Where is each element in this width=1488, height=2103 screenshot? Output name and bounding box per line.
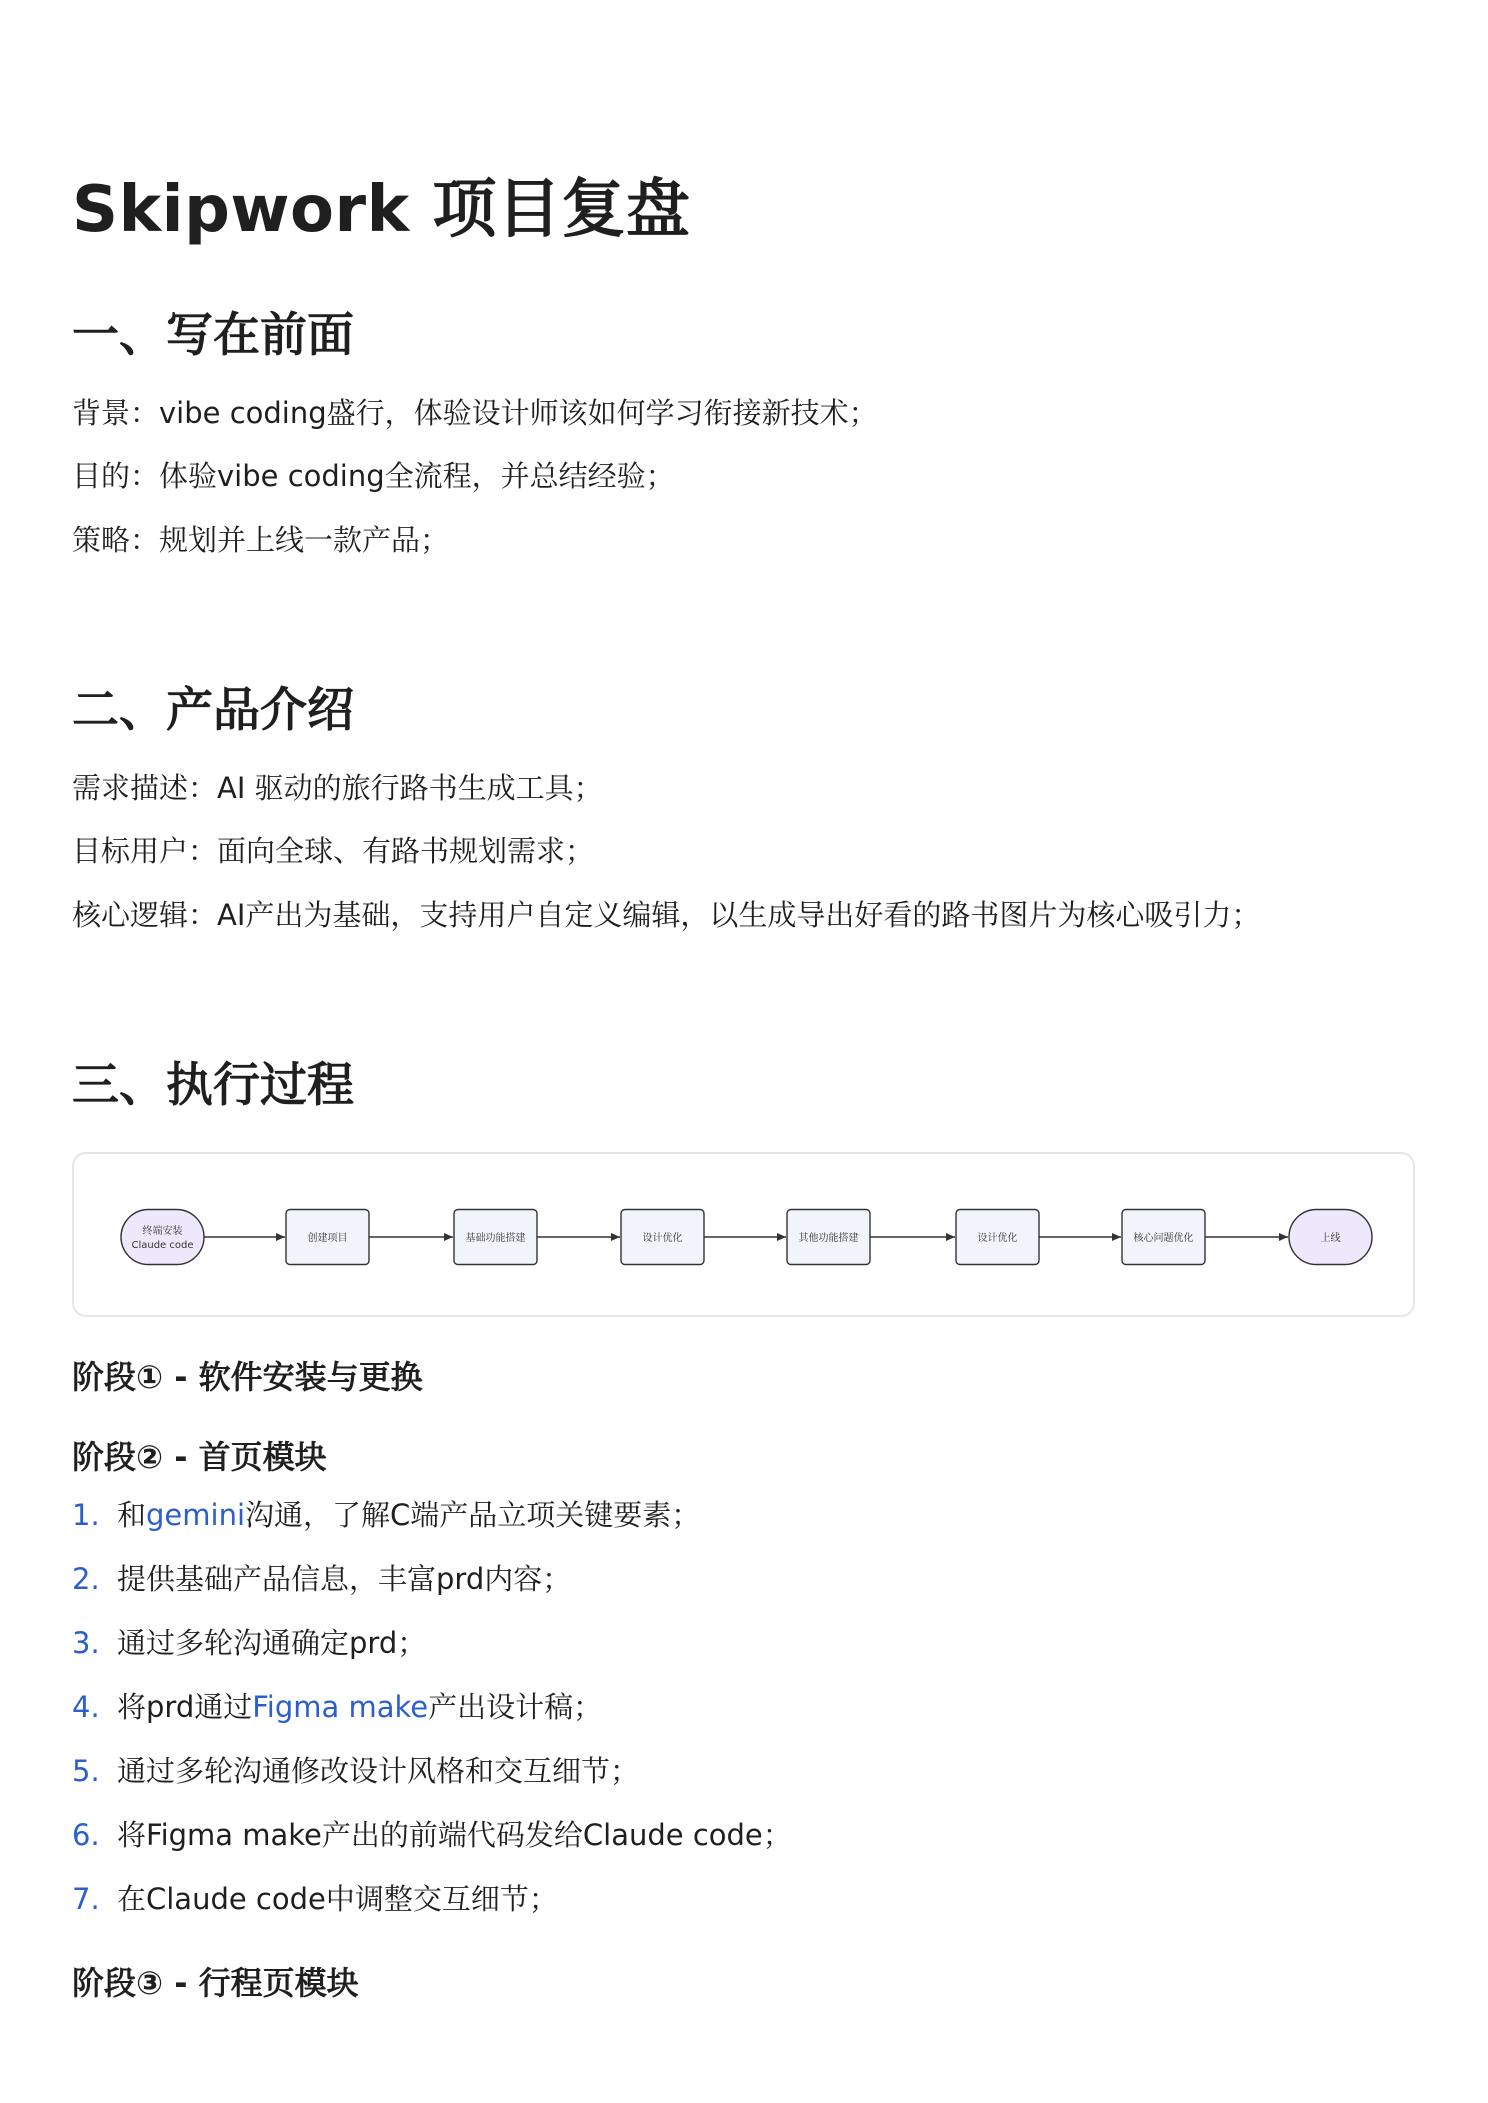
tool-link[interactable]: gemini [146, 1498, 246, 1532]
step-text [117, 1753, 639, 1791]
flow-node-label: 核心问题优化 [1133, 1233, 1194, 1244]
stage-3-heading: 阶段③ - 行程页模块 [72, 1964, 359, 2002]
step-text-segment: 沟通，了解C端产品立项关键要素； [245, 1498, 701, 1532]
step-item [72, 1497, 792, 1561]
target-user-paragraph: 目标用户：面向全球、有路书规划需求； [72, 834, 595, 868]
flow-node-label: 上线 [1320, 1233, 1341, 1244]
step-text [117, 1817, 792, 1855]
page-title: Skipwork 项目复盘 [72, 173, 691, 247]
flowchart-canvas [74, 1154, 1417, 1319]
step-text-segment: 将Figma make产出的前端代码发给Claude code； [117, 1818, 792, 1852]
step-number: 7. [72, 1882, 100, 1916]
step-item [72, 1753, 792, 1817]
step-item [72, 1881, 792, 1945]
requirement-paragraph: 需求描述：AI 驱动的旅行路书生成工具； [72, 771, 603, 805]
step-number: 6. [72, 1818, 100, 1852]
flow-node-label: 创建项目 [307, 1233, 348, 1244]
step-number: 2. [72, 1562, 100, 1596]
step-item [72, 1817, 792, 1881]
flow-node-label: 其他功能搭建 [798, 1233, 859, 1244]
step-item [72, 1625, 792, 1689]
flow-node-label: 设计优化 [642, 1233, 683, 1244]
step-text [117, 1689, 602, 1727]
step-text-segment: 提供基础产品信息，丰富prd内容； [117, 1562, 572, 1596]
step-text [117, 1561, 571, 1599]
step-text-segment: 将prd通过 [117, 1690, 253, 1724]
background-paragraph: 背景：vibe coding盛行，体验设计师该如何学习衔接新技术； [72, 396, 878, 430]
section-heading-product: 二、产品介绍 [72, 683, 354, 738]
step-number: 3. [72, 1626, 100, 1660]
step-text [117, 1497, 700, 1535]
step-number: 4. [72, 1690, 100, 1724]
flow-terminal-node [121, 1210, 204, 1265]
step-text-segment: 通过多轮沟通确定prd； [117, 1626, 427, 1660]
process-flowchart [72, 1152, 1415, 1317]
core-logic-paragraph: 核心逻辑：AI产出为基础，支持用户自定义编辑，以生成导出好看的路书图片为核心吸引力； [72, 898, 1261, 932]
step-text [117, 1625, 426, 1663]
flow-node-label: Claude code [131, 1240, 194, 1251]
step-number: 5. [72, 1754, 100, 1788]
step-text [117, 1881, 558, 1919]
step-number: 1. [72, 1498, 100, 1532]
goal-paragraph: 目的：体验vibe coding全流程，并总结经验； [72, 459, 675, 493]
step-text-segment: 在Claude code中调整交互细节； [117, 1882, 558, 1916]
strategy-paragraph: 策略：规划并上线一款产品； [72, 523, 450, 557]
step-text-segment: 和 [117, 1498, 147, 1532]
stage-2-heading: 阶段② - 首页模块 [72, 1438, 327, 1476]
step-text-segment: 产出设计稿； [428, 1690, 603, 1724]
flow-node-label: 基础功能搭建 [465, 1233, 526, 1244]
step-item [72, 1689, 792, 1753]
section-heading-intro: 一、写在前面 [72, 308, 354, 363]
step-item [72, 1561, 792, 1625]
flow-node-label: 终端安装 [142, 1226, 183, 1237]
step-text-segment: 通过多轮沟通修改设计风格和交互细节； [117, 1754, 640, 1788]
stage-2-steps [72, 1497, 792, 1945]
flow-node-label: 设计优化 [977, 1233, 1018, 1244]
tool-link[interactable]: Figma make [252, 1690, 429, 1724]
section-heading-process: 三、执行过程 [72, 1058, 354, 1113]
stage-1-heading: 阶段① - 软件安装与更换 [72, 1358, 423, 1396]
